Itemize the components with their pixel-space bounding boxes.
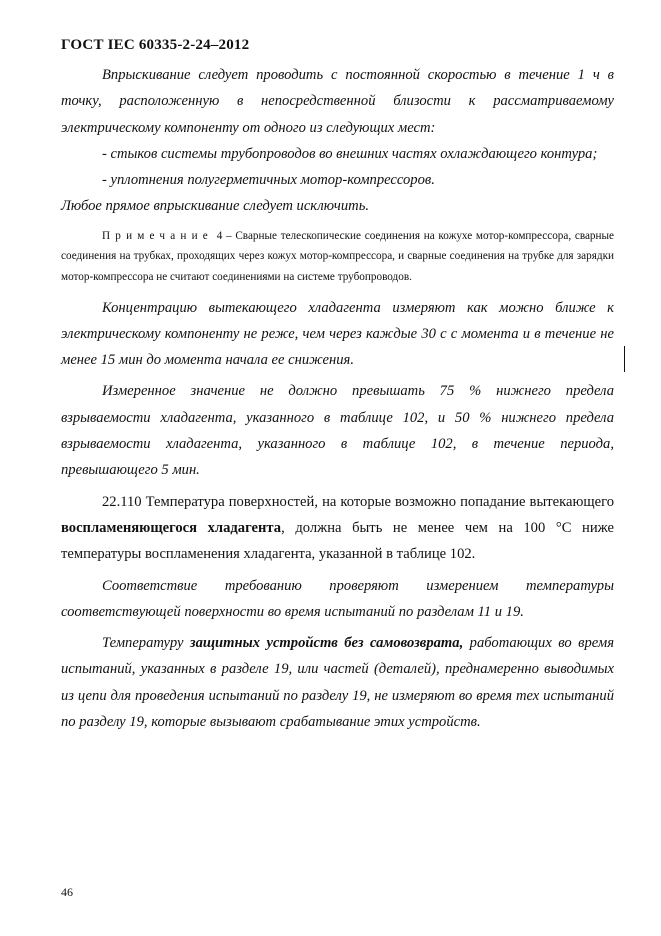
list-item-pipe-joints: - стыков системы трубопроводов во внешних частях охлаждающего контура; bbox=[102, 145, 598, 162]
paragraph-injection: Впрыскивание следует проводить с постоянной скоростью в течение 1 ч в точку, расположенную в непосредственной близости к рассматриваемому электрическому компоненту от одного из следующих мест: bbox=[61, 67, 614, 136]
defined-term-protective-devices: защитных устройств без самовозврата, bbox=[189, 635, 464, 652]
page-number: 46 bbox=[61, 885, 73, 899]
change-bar bbox=[624, 346, 625, 372]
protective-text-start: Температуру bbox=[102, 635, 190, 652]
clause-text-end: , должна быть не менее чем на 100 °С ниже температуры воспламенения хладагента, указанной в таблице 102. bbox=[61, 519, 614, 563]
list-item-compressor-seals: - уплотнения полугерметичных мотор-компрессоров. bbox=[102, 172, 435, 189]
note-label: Примечание bbox=[102, 229, 213, 242]
clause-text-start: 22.110 Температура поверхностей, на которые возможно попадание вытекающего bbox=[102, 493, 614, 510]
defined-term-flammable-refrigerant: воспламеняющегося хладагента bbox=[61, 519, 282, 536]
protective-text-end: работающих во время испытаний, указанных в разделе 19, или частей (деталей), преднамеренно выводимых из цепи для проведения испытаний по разделу 19, не измеряют во время тех испытаний по разделу 19, которые вызывают срабатывание этих устройств. bbox=[61, 635, 614, 731]
paragraph-protective-devices bbox=[61, 630, 614, 735]
note-4 bbox=[61, 226, 614, 288]
clause-22-110 bbox=[61, 489, 614, 568]
body-text bbox=[61, 62, 614, 735]
paragraph-compliance: Соответствие требованию проверяют измерением температуры соответствующей поверхности во время испытаний по разделам 11 и 19. bbox=[61, 577, 614, 620]
note-text: 4 – Сварные телескопические соединения на кожухе мотор-компрессора, сварные соединения на трубках, проходящих через кожух мотор-компрессора, и сварные соединения на трубке для зарядки мотор-компрессора не считают соединениями на системе трубопроводов. bbox=[61, 229, 614, 283]
document-header: ГОСТ IEC 60335-2-24–2012 bbox=[61, 37, 250, 53]
paragraph-measured-value: Измеренное значение не должно превышать 75 % нижнего предела взрываемости хладагента, указанного в таблице 102, и 50 % нижнего предела взрываемости хладагента, указанного в таблице 102, в течение периода, превышающего 5 мин. bbox=[61, 383, 614, 479]
paragraph-direct-injection: Любое прямое впрыскивание следует исключить. bbox=[61, 198, 369, 215]
paragraph-concentration: Концентрацию вытекающего хладагента измеряют как можно ближе к электрическому компоненту не реже, чем через каждые 30 с с момента и в течение не менее 15 мин до момента начала ее снижения. bbox=[61, 299, 614, 369]
